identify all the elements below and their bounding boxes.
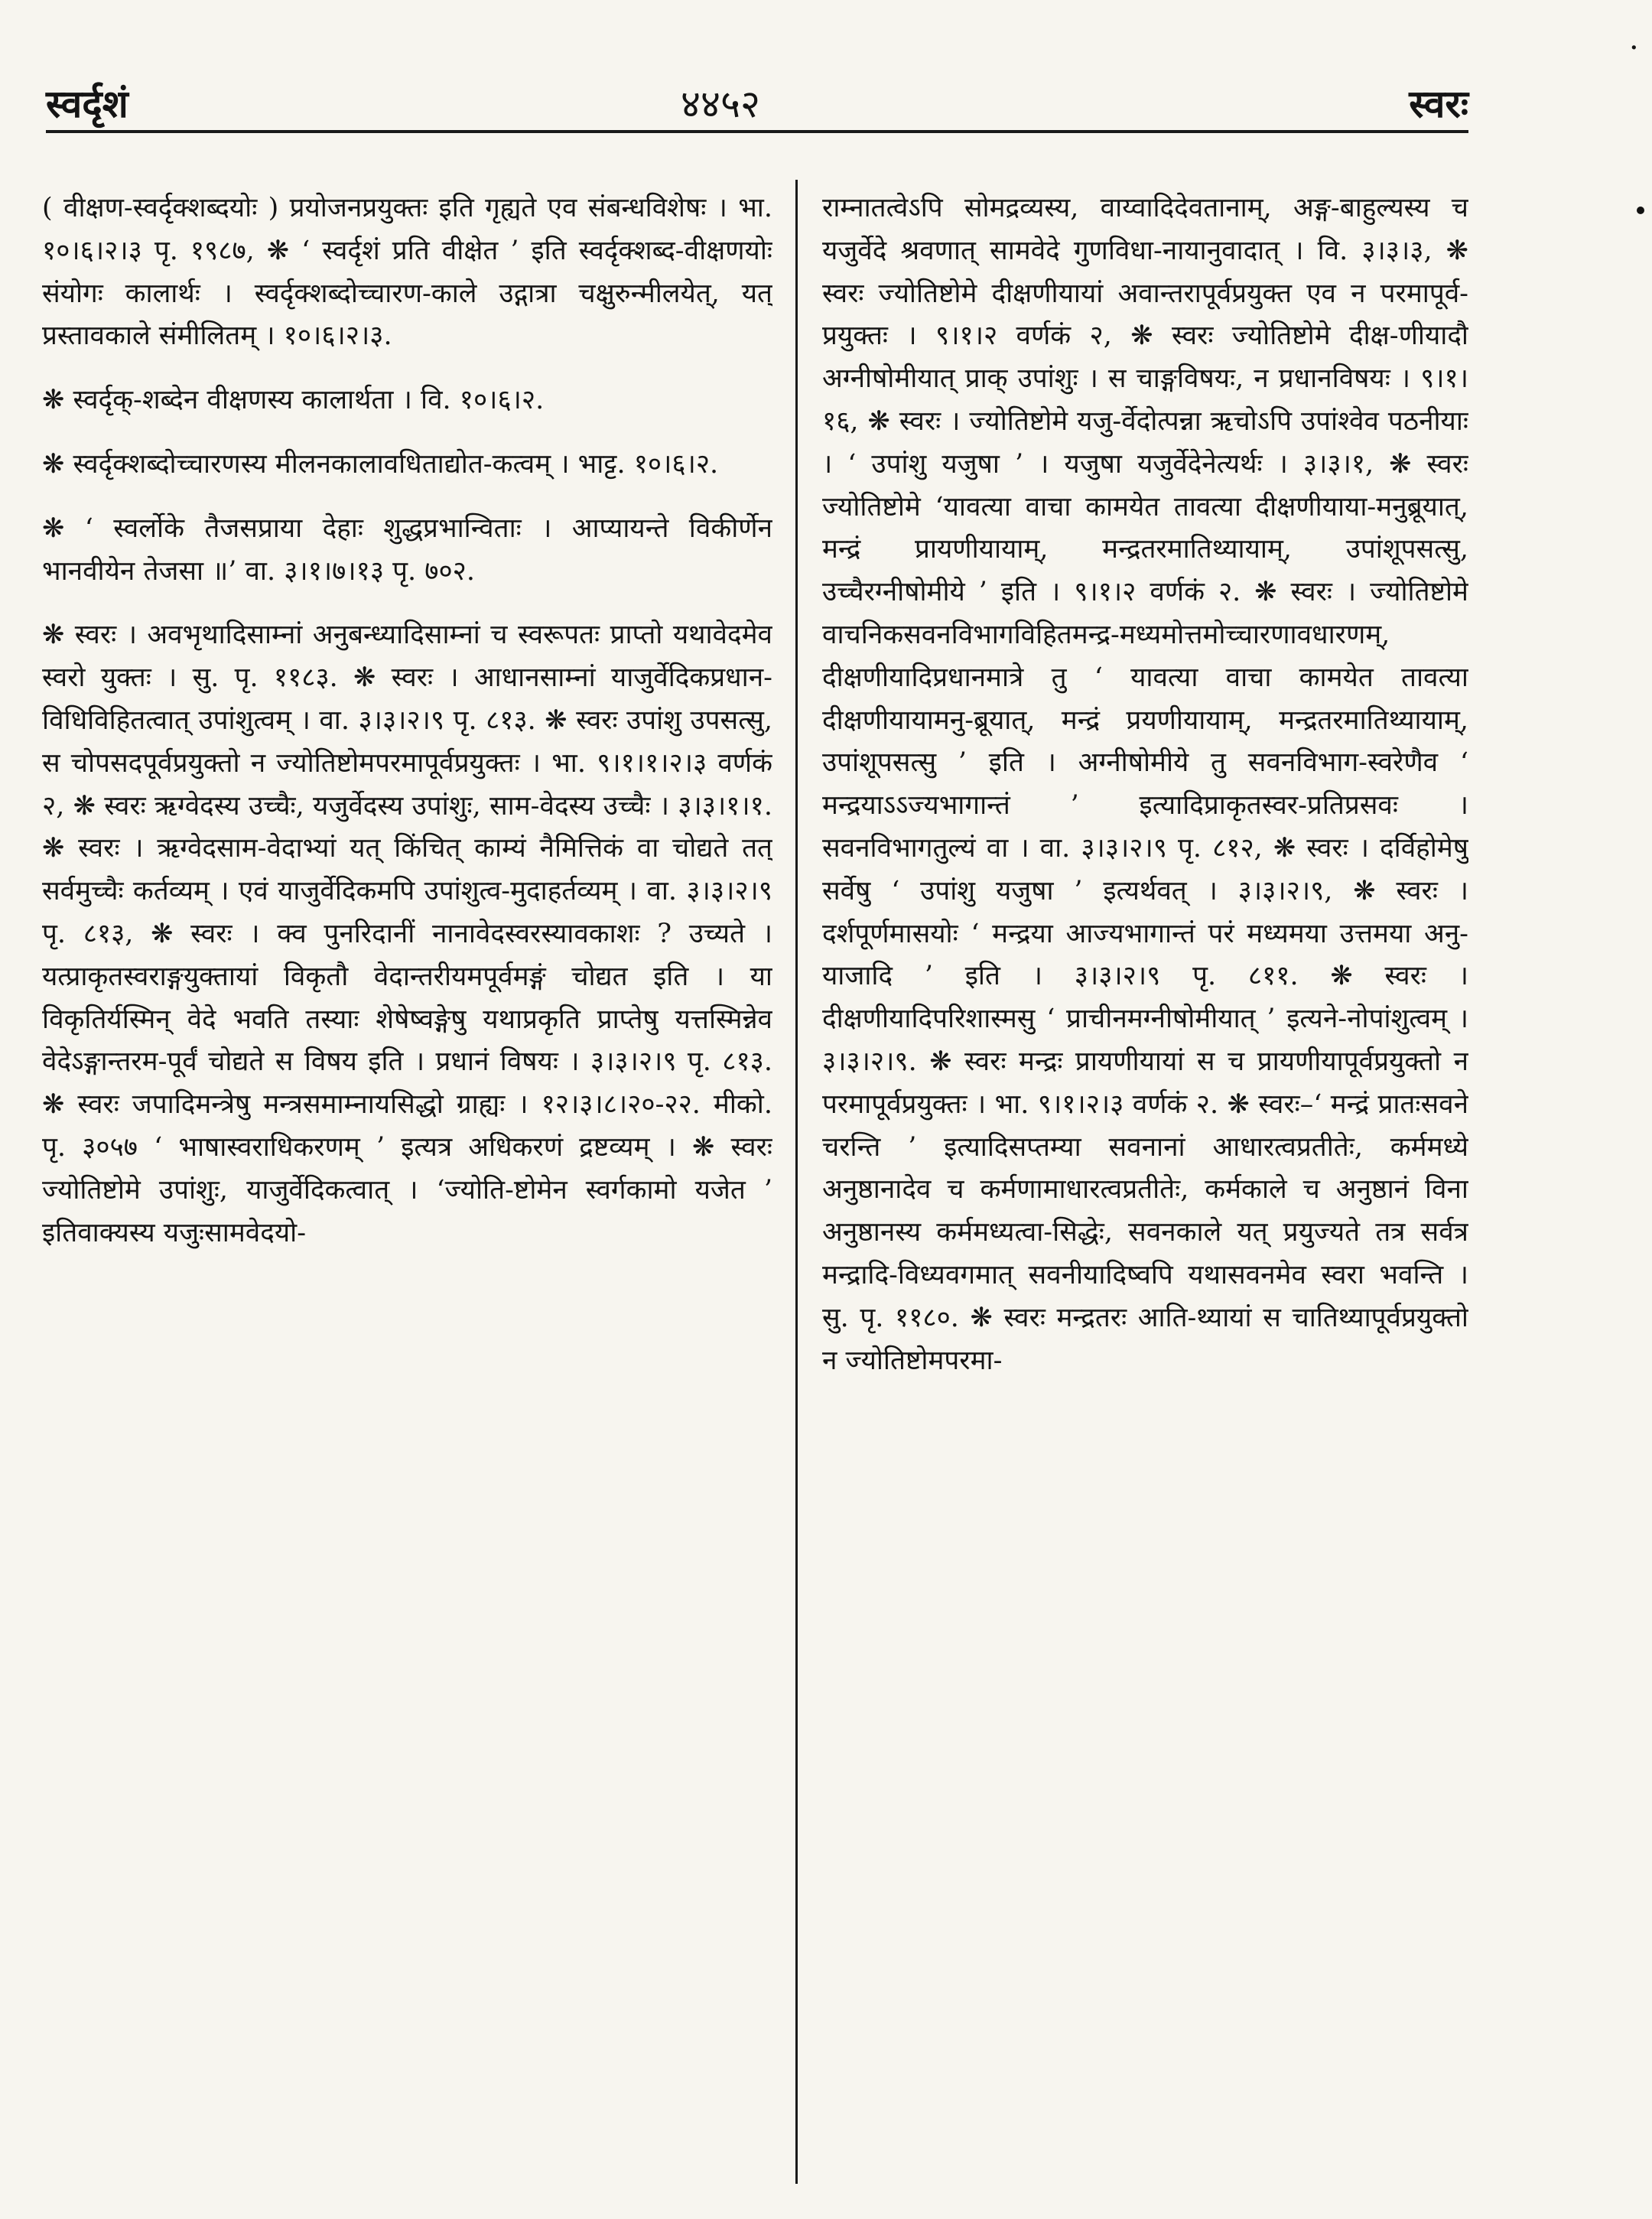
- headword-left: स्वर्दृशं: [46, 81, 128, 126]
- column-divider: [795, 180, 798, 2184]
- right-column: [822, 187, 1468, 2191]
- margin-dot: [1637, 207, 1644, 214]
- entry-paragraph: ❋ स्वरः । अवभृथादिसाम्नां अनुबन्ध्यादिसाम्नां च स्वरूपतः प्राप्तो यथावेदमेव स्वरो युक्तः । सु. पृ. ११८३. ❋ स्वरः । आधानसाम्नां याजुर्वेदिकप्रधान-विधिविहितत्वात् उपांशुत्वम् । वा. ३।३।२।९ पृ. ८१३. ❋ स्वरः उपांशु उपसत्सु, स चोपसदपूर्वप्रयुक्तो न ज्योतिष्टोमपरमापूर्वप्रयुक्तः । भा. ९।१।१।२।३ वर्णकं २, ❋ स्वरः ऋग्वेदस्य उच्चैः, यजुर्वेदस्य उपांशुः, साम-वेदस्य उच्चैः । ३।३।१।१. ❋ स्वरः । ऋग्वेदसाम-वेदाभ्यां यत् किंचित् काम्यं नैमित्तिकं वा चोद्यते तत् सर्वमुच्चैः कर्तव्यम् । एवं याजुर्वेदिकमपि उपांशुत्व-मुदाहर्तव्यम् । वा. ३।३।२।९ पृ. ८१३, ❋ स्वरः । क्व पुनरिदानीं नानावेदस्वरस्यावकाशः ? उच्यते । यत्प्राकृतस्वराङ्गयुक्तायां विकृतौ वेदान्तरीयमपूर्वमङ्गं चोद्यत इति । या विकृतिर्यस्मिन् वेदे भवति तस्याः शेषेष्वङ्गेषु यथाप्रकृति प्राप्तेषु यत्तस्मिन्नेव वेदेऽङ्गान्तरम-पूर्वं चोद्यते स विषय इति । प्रधानं विषयः । ३।३।२।९ पृ. ८१३. ❋ स्वरः जपादिमन्त्रेषु मन्त्रसमाम्नायसिद्धो ग्राह्यः । १२।३।८।२०-२२. मीको. पृ. ३०५७ ‘ भाषास्वराधिकरणम् ’ इत्यत्र अधिकरणं द्रष्टव्यम् । ❋ स्वरः ज्योतिष्टोमे उपांशुः, याजुर्वेदिकत्वात् । ‘ज्योति-ष्टोमेन स्वर्गकामो यजेत ’ इतिवाक्यस्य यजुःसामवेदयो-: [42, 620, 772, 1248]
- page-header: [46, 76, 1468, 133]
- entry-paragraph: ❋ स्वर्दृक्शब्दोच्चारणस्य मीलनकालावधिताद्योत-कत्वम् । भाट्ट. १०।६।२.: [42, 448, 719, 480]
- headword-right: स्वरः: [1409, 81, 1468, 126]
- left-column: [42, 187, 772, 2191]
- entry-paragraph: ❋ स्वर्दृक्-शब्देन वीक्षणस्य कालार्थता । वि. १०।६।२.: [42, 385, 545, 416]
- entry-paragraph: राम्नातत्वेऽपि सोमद्रव्यस्य, वाय्वादिदेवतानाम्, अङ्ग-बाहुल्यस्य च यजुर्वेदे श्रवणात् सामवेदे गुणविधा-नायानुवादात् । वि. ३।३।३, ❋ स्वरः ज्योतिष्टोमे दीक्षणीयायां अवान्तरापूर्वप्रयुक्त एव न परमापूर्व-प्रयुक्तः । ९।१।२ वर्णकं २, ❋ स्वरः ज्योतिष्टोमे दीक्ष-णीयादौ अग्नीषोमीयात् प्राक् उपांशुः । स चाङ्गविषयः, न प्रधानविषयः । ९।१।१६, ❋ स्वरः । ज्योतिष्टोमे यजु-र्वेदोत्पन्ना ऋचोऽपि उपांश्वेव पठनीयाः । ‘ उपांशु यजुषा ’ । यजुषा यजुर्वेदेनेत्यर्थः । ३।३।१, ❋ स्वरः ज्योतिष्टोमे ‘यावत्या वाचा कामयेत तावत्या दीक्षणीयाया-मनुब्रूयात्, मन्द्रं प्रायणीयायाम्, मन्द्रतरमातिथ्यायाम्, उपांशूपसत्सु, उच्चैरग्नीषोमीये ’ इति । ९।१।२ वर्णकं २. ❋ स्वरः । ज्योतिष्टोमे वाचनिकसवनविभागविहितमन्द्र-मध्यमोत्तमोच्चारणावधारणम्, दीक्षणीयादिप्रधानमात्रे तु ‘ यावत्या वाचा कामयेत तावत्या दीक्षणीयायामनु-ब्रूयात्, मन्द्रं प्रयणीयायाम्, मन्द्रतरमातिथ्यायाम्, उपांशूपसत्सु ’ इति । अग्नीषोमीये तु सवनविभाग-स्वरेणैव ‘ मन्द्रयाऽऽज्यभागान्तं ’ इत्यादिप्राकृतस्वर-प्रतिप्रसवः । सवनविभागतुल्यं वा । वा. ३।३।२।९ पृ. ८१२, ❋ स्वरः । दर्विहोमेषु सर्वेषु ‘ उपांशु यजुषा ’ इत्यर्थवत् । ३।३।२।९, ❋ स्वरः । दर्शपूर्णमासयोः ‘ मन्द्रया आज्यभागान्तं परं मध्यमया उत्तमया अनु-याजादि ’ इति । ३।३।२।९ पृ. ८११. ❋ स्वरः । दीक्षणीयादिपरिशास्मसु ‘ प्राचीनमग्नीषोमीयात् ’ इत्यने-नोपांशुत्वम् । ३।३।२।९. ❋ स्वरः मन्द्रः प्रायणीयायां स च प्रायणीयापूर्वप्रयुक्तो न परमापूर्वप्रयुक्तः । भा. ९।१।२।३ वर्णकं २. ❋ स्वरः–‘ मन्द्रं प्रातःसवने चरन्ति ’ इत्यादिसप्तम्या सवनानां आधारत्वप्रतीतेः, कर्ममध्ये अनुष्ठानादेव च कर्मणामाधारत्वप्रतीतेः, कर्मकाले च अनुष्ठानं विना अनुष्ठानस्य कर्ममध्यत्वा-सिद्धेः, सवनकाले यत् प्रयुज्यते तत्र सर्वत्र मन्द्रादि-विध्यवगमात् सवनीयादिष्वपि यथासवनमेव स्वरा भवन्ति । सु. पृ. ११८०. ❋ स्वरः मन्द्रतरः आति-थ्यायां स चातिथ्यापूर्वप्रयुक्तो न ज्योतिष्टोमपरमा-: [822, 193, 1468, 1376]
- margin-mark: ·: [1629, 31, 1639, 66]
- entry-paragraph: ❋ ‘ स्वर्लोके तैजसप्राया देहाः शुद्धप्रभान्विताः । आप्यायन्ते विकीर्णेन भानवीयेन तेजसा ॥’ वा. ३।१।७।१३ पृ. ७०२.: [42, 512, 772, 587]
- page-number: ४४५२: [681, 82, 760, 126]
- entry-paragraph: ( वीक्षण-स्वर्दृक्शब्दयोः ) प्रयोजनप्रयुक्तः इति गृह्यते एव संबन्धविशेषः । भा. १०।६।२।३ पृ. १९८७, ❋ ‘ स्वर्दृशं प्रति वीक्षेत ’ इति स्वर्दृक्शब्द-वीक्षणयोः संयोगः कालार्थः । स्वर्दृक्शब्दोच्चारण-काले उद्गात्रा चक्षुरुन्मीलयेत्, यत् प्रस्तावकाले संमीलितम् । १०।६।२।३.: [42, 193, 772, 352]
